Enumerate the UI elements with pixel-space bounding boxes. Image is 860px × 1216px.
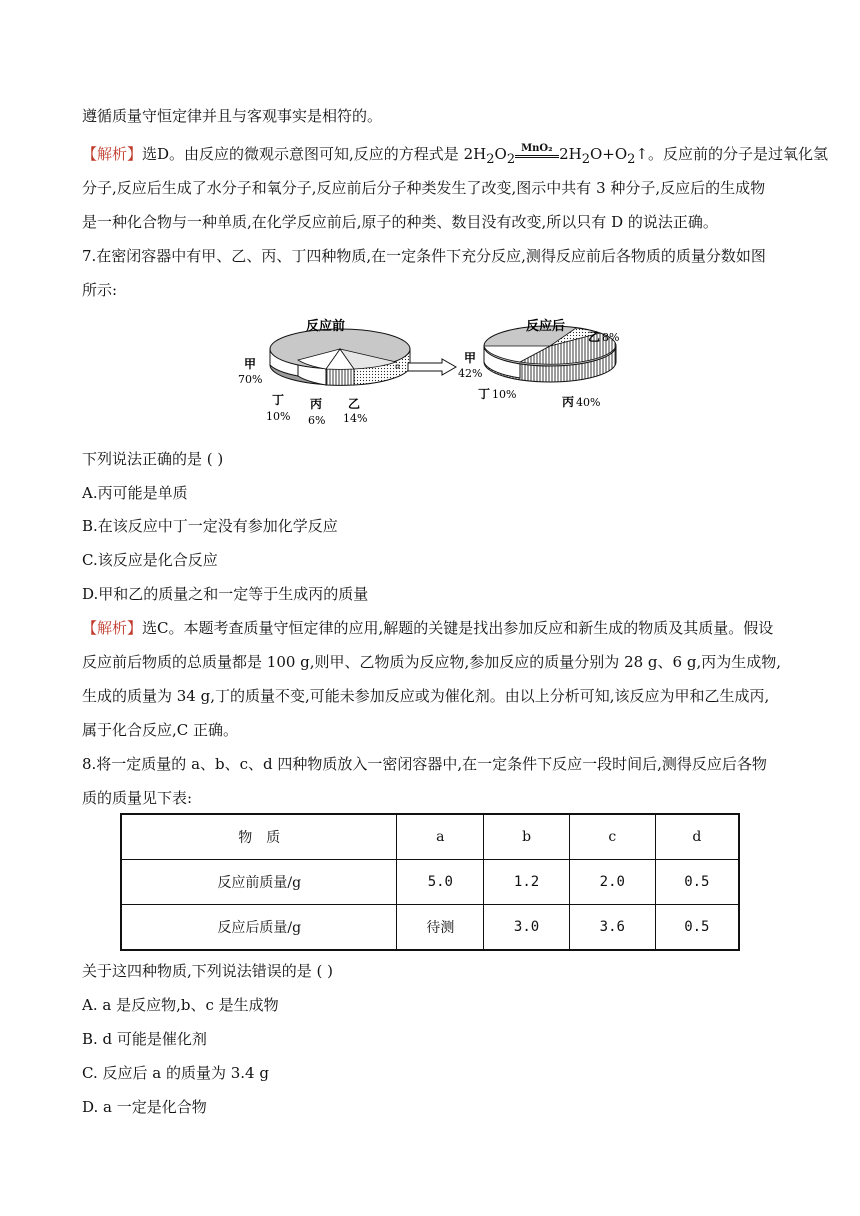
question-8-prompt: 关于这四种物质,下列说法错误的是 ( ) — [82, 962, 334, 980]
option-b: B.在该反应中丁一定没有参加化学反应 — [82, 517, 338, 535]
pie-pct: 8% — [602, 331, 620, 344]
table-cell: 2.0 — [569, 860, 655, 905]
text-line: 反应前后物质的总质量都是 100 g,则甲、乙物质为反应物,参加反应的质量分别为 28 g、6 g,丙为生成物, — [82, 653, 781, 671]
table-cell: 1.2 — [484, 860, 570, 905]
subscript: 2 — [581, 152, 590, 167]
catalyst-label: MnO₂ — [521, 143, 553, 154]
option-d: D.甲和乙的质量之和一定等于生成丙的质量 — [82, 585, 369, 603]
table-header-cell: d — [655, 814, 739, 860]
question-7-stem: 7.在密闭容器中有甲、乙、丙、丁四种物质,在一定条件下充分反应,测得反应前后各物质的质量分数如图 — [82, 247, 766, 265]
analysis-tag: 【解析】 — [82, 145, 143, 163]
pie-pct: 42% — [458, 367, 483, 380]
table-row — [121, 905, 739, 951]
pie-pct: 10% — [492, 388, 517, 401]
text-span: 选C。本题考查质量守恒定律的应用,解题的关键是找出参加反应和新生成的物质及其质量。假设 — [142, 619, 774, 637]
table-header-cell: b — [484, 814, 570, 860]
pie-figure — [230, 316, 630, 430]
option-c: C.该反应是化合反应 — [82, 551, 218, 569]
analysis-paragraph — [82, 618, 773, 638]
pie-label: 丙 — [310, 397, 323, 411]
text-span: 选D。由反应的微观示意图可知,反应的方程式是 2H — [142, 145, 487, 163]
question-8-stem: 质的质量见下表: — [82, 789, 193, 807]
pie-label: 乙 — [588, 330, 601, 344]
pie-after-title: 反应后 — [526, 319, 566, 334]
table-cell: 5.0 — [397, 860, 484, 905]
text-line: 分子,反应后生成了水分子和氧分子,反应前后分子种类发生了改变,图示中共有 3 种分子,反应后的生成物 — [82, 179, 766, 197]
table-header-cell: 物 质 — [121, 814, 397, 860]
pie-before — [238, 318, 410, 427]
pie-label: 甲 — [464, 351, 477, 365]
table-cell: 0.5 — [655, 860, 739, 905]
text-span: ↑。反应前的分子是过氧化氢 — [635, 145, 829, 163]
table-header-cell: a — [397, 814, 484, 860]
subscript: 2 — [627, 152, 636, 167]
subscript: 2 — [486, 152, 495, 167]
pie-label: 丙 — [562, 395, 575, 409]
pie-label: 乙 — [348, 397, 361, 411]
text-span: 2H — [559, 145, 582, 163]
option-d: D. a 一定是化合物 — [82, 1098, 207, 1116]
text-line: 遵循质量守恒定律并且与客观事实是相符的。 — [82, 107, 383, 125]
text-line: 生成的质量为 34 g,丁的质量不变,可能未参加反应或为催化剂。由以上分析可知,该反应为甲和乙生成丙, — [82, 687, 770, 705]
table-cell: 待测 — [397, 905, 484, 951]
mass-table — [120, 813, 740, 951]
analysis-paragraph — [82, 144, 828, 170]
pie-before-title: 反应前 — [306, 319, 346, 334]
option-c: C. 反应后 a 的质量为 3.4 g — [82, 1064, 269, 1082]
pie-pct: 10% — [266, 410, 291, 423]
subscript: 2 — [506, 152, 516, 167]
table-cell: 3.0 — [484, 905, 570, 951]
text-line: 属于化合反应,C 正确。 — [82, 721, 239, 739]
table-row — [121, 860, 739, 905]
catalyst-arrow — [515, 143, 559, 162]
pie-pct: 14% — [343, 412, 368, 425]
pie-pct: 6% — [308, 414, 326, 427]
table-header-cell: c — [569, 814, 655, 860]
pie-label: 甲 — [244, 357, 257, 371]
pie-after — [458, 318, 619, 409]
pie-label: 丁 — [478, 387, 491, 401]
analysis-tag: 【解析】 — [82, 619, 143, 637]
text-span: O+O — [590, 145, 628, 163]
table-cell: 反应前质量/g — [121, 860, 397, 905]
table-header-row — [121, 814, 739, 860]
table-cell: 3.6 — [569, 905, 655, 951]
question-7-stem: 所示: — [82, 281, 118, 299]
option-a: A. a 是反应物,b、c 是生成物 — [82, 996, 279, 1014]
text-span: O — [494, 145, 507, 163]
question-7-prompt: 下列说法正确的是 ( ) — [82, 450, 224, 468]
question-8-stem: 8.将一定质量的 a、b、c、d 四种物质放入一密闭容器中,在一定条件下反应一段时间后,测得反应后各物 — [82, 755, 767, 773]
option-b: B. d 可能是催化剂 — [82, 1030, 207, 1048]
option-a: A.丙可能是单质 — [82, 484, 188, 502]
pie-pct: 70% — [238, 373, 263, 386]
pie-pct: 40% — [576, 396, 601, 409]
table-cell: 反应后质量/g — [121, 905, 397, 951]
text-line: 是一种化合物与一种单质,在化学反应前后,原子的种类、数目没有改变,所以只有 D 的说法正确。 — [82, 213, 718, 231]
table-cell: 0.5 — [655, 905, 739, 951]
pie-label: 丁 — [272, 393, 285, 407]
